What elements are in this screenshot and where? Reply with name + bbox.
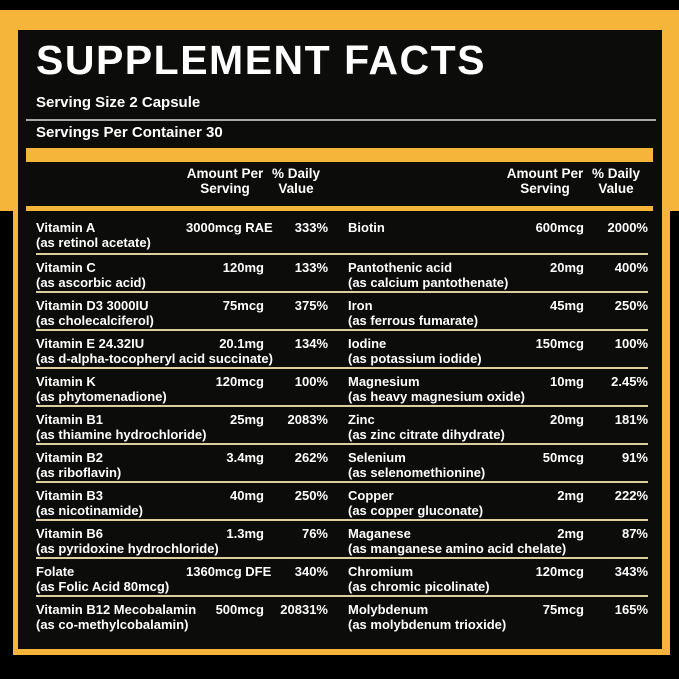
daily-value-percent: 340% [294,564,328,579]
table-row [36,407,648,445]
amount-value: 25mg [230,412,264,427]
table-row [36,369,648,407]
table-border-right [662,211,670,655]
table-row [36,211,648,255]
nutrient-detail: (as heavy magnesium oxide) [348,388,526,404]
nutrient-name: Magnesium [348,374,420,389]
nutrient-detail: (as chromic picolinate) [348,578,490,594]
amount-value: 120mg [222,260,264,275]
nutrient-name-left [36,261,186,291]
column-header-daily-left: % Daily Value [271,166,321,196]
daily-value-percent: 100% [614,336,648,351]
daily-value-percent: 262% [294,450,328,465]
nutrient-name-right [348,374,526,405]
table-header-row [36,166,648,206]
amount-value: 1.3mg [226,526,264,541]
nutrient-detail: (as retinol acetate) [36,234,151,250]
amount-value: 3000mcg RAE [186,220,273,235]
nutrient-detail: (as co-methylcobalamin) [36,616,189,632]
serving-divider [26,119,656,121]
nutrient-name-right [348,451,506,481]
nutrient-name-left [36,602,197,649]
amount-value: 75mcg [542,602,584,617]
daily-value-percent: 133% [294,260,328,275]
nutrient-detail: (as pyridoxine hydrochloride) [36,540,219,556]
nutrient-name: Maganese [348,526,411,541]
nutrient-name-left [36,221,186,253]
page-title: SUPPLEMENT FACTS [36,37,486,83]
nutrient-name: Copper [348,488,394,503]
nutrient-detail: (as phytomenadione) [36,388,167,404]
nutrient-name: Vitamin C [36,260,96,275]
nutrient-name: Vitamin K [36,374,96,389]
nutrient-name: Chromium [348,564,413,579]
nutrient-name-right [348,565,506,595]
daily-value-percent: 100% [294,374,328,389]
nutrient-name: Vitamin B2 [36,450,103,465]
amount-value: 40mg [230,488,264,503]
nutrient-name-right [348,221,506,253]
nutrient-name: Vitamin E 24.32IU [36,336,145,351]
column-header-daily-right: % Daily Value [591,166,641,196]
amount-value: 50mcg [542,450,584,465]
nutrient-name: Vitamin B6 [36,526,103,541]
nutrient-detail: (as ferrous fumarate) [348,312,479,328]
nutrient-name-right [348,299,506,329]
table-row [36,445,648,483]
daily-value-percent: 250% [294,488,328,503]
amount-value: 75mcg [222,298,264,313]
daily-value-percent: 2.45% [611,374,648,389]
nutrient-detail: (as ascorbic acid) [36,274,146,290]
nutrient-name: Biotin [348,220,385,235]
nutrient-name-left [36,375,186,405]
nutrient-name: Pantothenic acid [348,260,453,275]
nutrient-detail: (as selenomethionine) [348,464,486,480]
amount-value: 20.1mg [219,336,264,351]
nutrient-name-left [36,489,186,519]
nutrient-name-right [348,489,506,519]
amount-value: 2mg [557,488,584,503]
amount-value: 20mg [550,412,584,427]
nutrient-rows [36,211,648,649]
nutrient-name: Molybdenum [348,602,429,617]
amount-value: 20mg [550,260,584,275]
nutrient-name: Vitamin D3 3000IU [36,298,149,313]
amount-value: 1360mcg DFE [186,564,272,579]
amount-value: 3.4mg [226,450,264,465]
daily-value-percent: 134% [294,336,328,351]
nutrient-detail: (as nicotinamide) [36,502,143,518]
amount-value: 120mcg [535,564,584,579]
nutrient-detail: (as cholecalciferol) [36,312,154,328]
nutrient-detail: (as thiamine hydrochloride) [36,426,207,442]
daily-value-percent: 343% [614,564,648,579]
nutrient-name: Iodine [348,336,387,351]
nutrient-name-left [36,565,186,595]
nutrient-detail: (as Folic Acid 80mcg) [36,578,170,594]
nutrient-name: Vitamin B3 [36,488,103,503]
table-row [36,331,648,369]
nutrient-name-right [348,603,506,649]
table-border-left [13,211,18,655]
daily-value-percent: 333% [294,220,328,235]
amount-value: 600mcg [535,220,584,235]
nutrient-name: Folate [36,564,75,579]
table-row [36,521,648,559]
table-row [36,559,648,597]
table-top-band [26,148,653,162]
nutrient-name-right [348,337,506,367]
label-panel [18,30,662,655]
daily-value-percent: 375% [294,298,328,313]
amount-value: 150mcg [535,336,584,351]
column-header-amount-left: Amount Per Serving [186,166,264,196]
nutrient-name-left [36,451,186,481]
amount-value: 500mcg [215,602,264,617]
daily-value-percent: 91% [621,450,648,465]
nutrient-name-right [348,260,509,291]
nutrient-detail: (as riboflavin) [36,464,122,480]
amount-value: 10mg [550,374,584,389]
table-row [36,255,648,293]
table-row [36,483,648,521]
daily-value-percent: 222% [614,488,648,503]
nutrient-name: Selenium [348,450,406,465]
nutrient-name-right [348,526,567,557]
daily-value-percent: 400% [614,260,648,275]
daily-value-percent: 87% [621,526,648,541]
column-header-amount-right: Amount Per Serving [506,166,584,196]
daily-value-percent: 250% [614,298,648,313]
nutrient-name: Iron [348,298,373,313]
daily-value-percent: 165% [614,602,648,617]
nutrient-name-left [36,526,219,557]
nutrient-detail: (as calcium pantothenate) [348,274,509,290]
amount-value: 2mg [557,526,584,541]
nutrient-detail: (as potassium iodide) [348,350,482,366]
daily-value-percent: 181% [614,412,648,427]
nutrient-name-left [36,412,207,443]
servings-per-container-text: Servings Per Container 30 [36,124,223,141]
serving-size-text: Serving Size 2 Capsule [36,94,201,111]
amount-value: 120mcg [215,374,264,389]
nutrient-detail: (as d-alpha-tocopheryl acid succinate) [36,350,273,366]
nutrient-name: Vitamin A [36,220,96,235]
nutrient-detail: (as molybdenum trioxide) [348,616,507,632]
daily-value-percent: 2083% [287,412,328,427]
nutrient-detail: (as zinc citrate dihydrate) [348,426,505,442]
nutrient-name-right [348,413,506,443]
nutrient-name-left [36,299,186,329]
nutrient-name: Zinc [348,412,375,427]
daily-value-percent: 20831% [280,602,328,617]
table-row [36,597,648,649]
table-row [36,293,648,331]
nutrient-detail: (as copper gluconate) [348,502,484,518]
nutrient-name: Vitamin B1 [36,412,103,427]
nutrient-detail: (as manganese amino acid chelate) [348,540,567,556]
nutrient-name: Vitamin B12 Mecobalamin [36,602,197,617]
daily-value-percent: 76% [301,526,328,541]
amount-value: 45mg [550,298,584,313]
table-border-bottom [13,649,670,655]
daily-value-percent: 2000% [607,220,648,235]
